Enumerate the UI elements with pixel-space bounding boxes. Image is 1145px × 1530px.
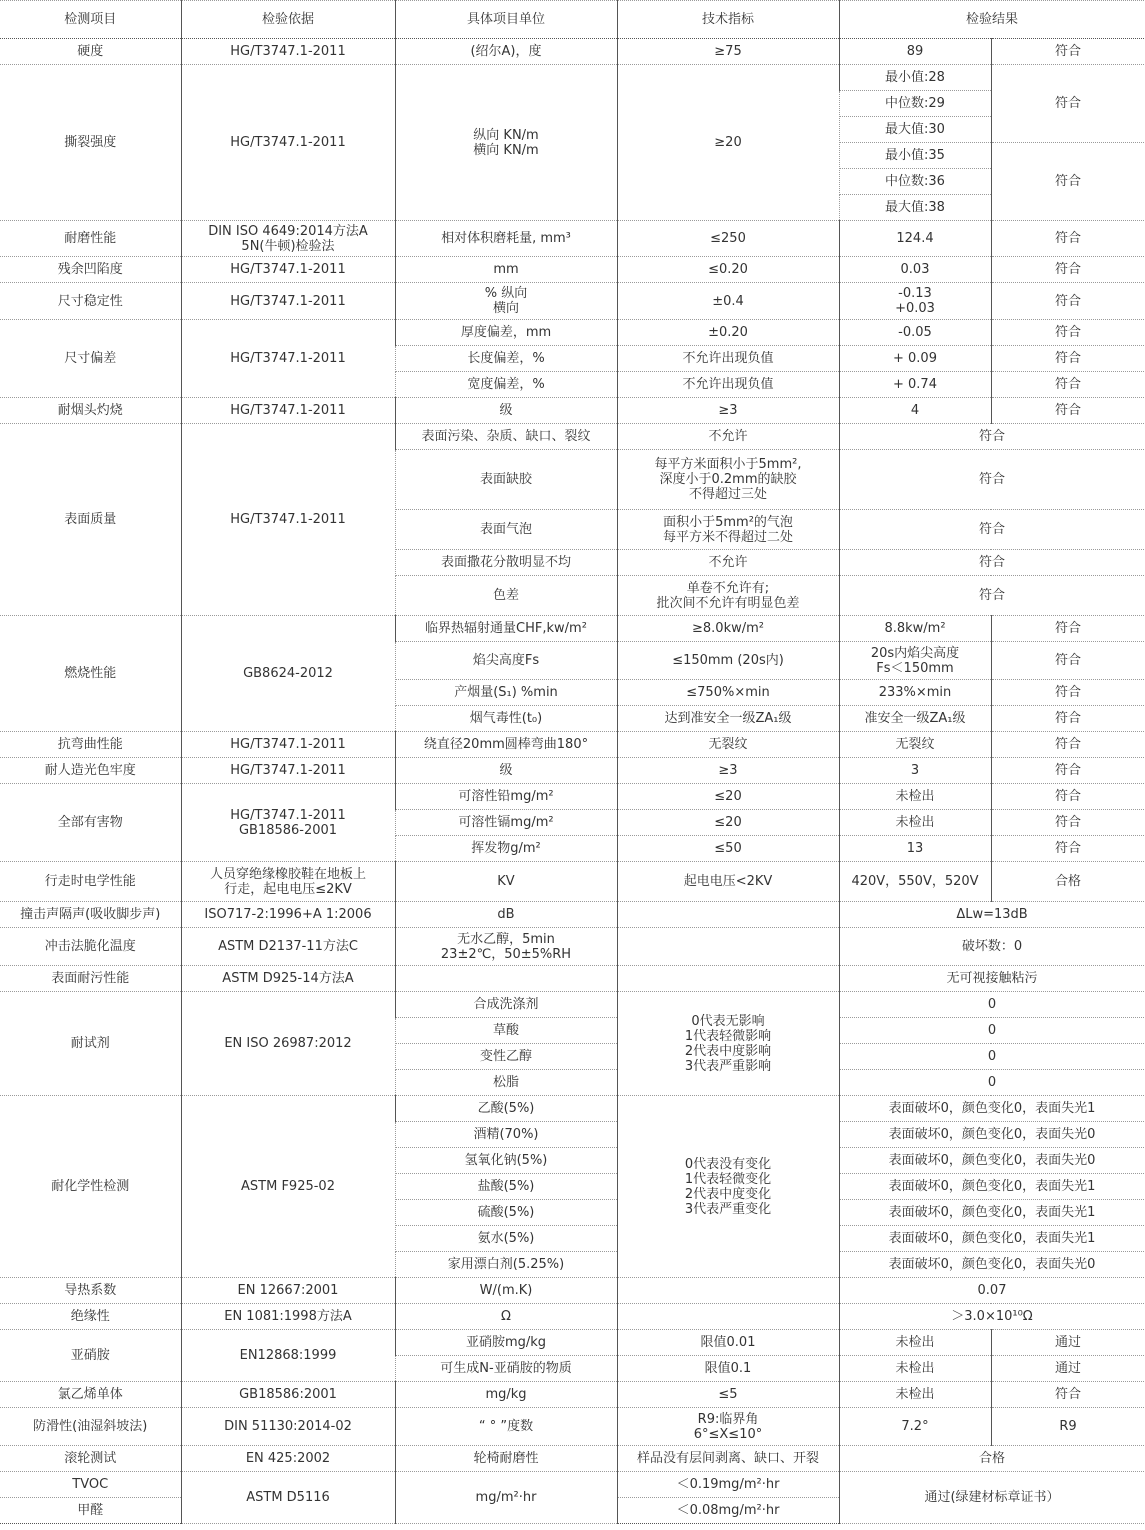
table-cell: 耐化学性检测: [0, 1096, 181, 1278]
table-cell: ≥3: [617, 398, 839, 424]
table-cell: 合成洗涤剂: [395, 992, 617, 1018]
table-cell: 每平方米面积小于5mm², 深度小于0.2mm的缺胶 不得超过三处: [617, 450, 839, 510]
table-cell: 轮椅耐磨性: [395, 1446, 617, 1472]
table-cell: ＜0.19mg/m²·hr: [617, 1472, 839, 1498]
table-cell: 7.2°: [839, 1408, 991, 1446]
table-cell: [617, 1278, 839, 1304]
table-cell: 中位数:36: [839, 169, 991, 195]
table-cell: 滚轮测试: [0, 1446, 181, 1472]
table-cell: HG/T3747.1-2011: [181, 257, 395, 283]
table-cell: ≥75: [617, 39, 839, 65]
table-cell: 符合: [839, 424, 1145, 450]
table-cell: EN12868:1999: [181, 1330, 395, 1382]
table-cell: 符合: [991, 143, 1145, 221]
table-cell: 不允许出现负值: [617, 346, 839, 372]
table-cell: GB18586:2001: [181, 1382, 395, 1408]
table-cell: HG/T3747.1-2011: [181, 398, 395, 424]
table-cell: 最大值:30: [839, 117, 991, 143]
table-cell: 产烟量(S₁) %min: [395, 680, 617, 706]
table-cell: 可溶性铅mg/m²: [395, 784, 617, 810]
table-cell: 限值0.1: [617, 1356, 839, 1382]
table-cell: 符合: [991, 784, 1145, 810]
table-cell: 符合: [991, 39, 1145, 65]
table-cell: 可生成N-亚硝胺的物质: [395, 1356, 617, 1382]
table-cell: 0代表没有变化 1代表轻微变化 2代表中度变化 3代表严重变化: [617, 1096, 839, 1278]
table-cell: 氢氧化钠(5%): [395, 1148, 617, 1174]
table-cell: 乙酸(5%): [395, 1096, 617, 1122]
table-cell: 符合: [991, 758, 1145, 784]
table-cell: 符合: [991, 836, 1145, 862]
table-cell: DIN ISO 4649:2014方法A 5N(牛顿)检验法: [181, 221, 395, 257]
table-cell: 烟气毒性(t₀): [395, 706, 617, 732]
table-cell: 未检出: [839, 1382, 991, 1408]
table-cell: 符合: [991, 680, 1145, 706]
table-cell: ≤250: [617, 221, 839, 257]
table-row: [0, 1278, 1145, 1304]
table-cell: 3: [839, 758, 991, 784]
table-cell: [617, 1304, 839, 1330]
table-cell: DIN 51130:2014-02: [181, 1408, 395, 1446]
table-cell: 89: [839, 39, 991, 65]
table-cell: 符合: [991, 221, 1145, 257]
table-cell: 耐磨性能: [0, 221, 181, 257]
table-cell: 样品没有层间剥离、缺口、开裂: [617, 1446, 839, 1472]
table-cell: ASTM D925-14方法A: [181, 966, 395, 992]
table-cell: 硫酸(5%): [395, 1200, 617, 1226]
table-cell: 0: [839, 992, 1145, 1018]
table-cell: 符合: [991, 398, 1145, 424]
table-cell: 相对体积磨耗量, mm³: [395, 221, 617, 257]
table-row: [0, 65, 1145, 91]
table-cell: TVOC: [0, 1472, 181, 1498]
table-cell: ≥8.0kw/m²: [617, 616, 839, 642]
table-row: [0, 39, 1145, 65]
table-cell: 色差: [395, 576, 617, 616]
table-cell: 全部有害物: [0, 784, 181, 862]
table-cell: 氯乙烯单体: [0, 1382, 181, 1408]
table-row: [0, 398, 1145, 424]
table-cell: 符合: [991, 706, 1145, 732]
table-row: [0, 732, 1145, 758]
table-cell: 表面破坏0，颜色变化0，表面失光0: [839, 1252, 1145, 1278]
table-cell: 符合: [839, 450, 1145, 510]
table-cell: ≤20: [617, 810, 839, 836]
table-cell: 撞击声隔声(吸收脚步声): [0, 902, 181, 928]
table-cell: HG/T3747.1-2011: [181, 758, 395, 784]
table-cell: 焰尖高度Fs: [395, 642, 617, 680]
table-cell: ASTM D2137-11方法C: [181, 928, 395, 966]
table-cell: 起电电压<2KV: [617, 862, 839, 902]
table-cell: [617, 928, 839, 966]
table-cell: W/(m.K): [395, 1278, 617, 1304]
table-cell: HG/T3747.1-2011: [181, 283, 395, 320]
table-body: [0, 39, 1145, 1524]
table-cell: HG/T3747.1-2011 GB18586-2001: [181, 784, 395, 862]
table-cell: 表面撒花分散明显不均: [395, 550, 617, 576]
table-cell: 0.03: [839, 257, 991, 283]
table-cell: 合格: [991, 862, 1145, 902]
table-row: [0, 283, 1145, 320]
table-cell: EN 1081:1998方法A: [181, 1304, 395, 1330]
table-cell: 符合: [991, 616, 1145, 642]
table-cell: 符合: [839, 510, 1145, 550]
table-cell: 符合: [839, 550, 1145, 576]
table-row: [0, 1382, 1145, 1408]
header-row: [0, 1, 1145, 39]
table-cell: -0.13 +0.03: [839, 283, 991, 320]
table-cell: 级: [395, 398, 617, 424]
table-cell: 符合: [991, 1382, 1145, 1408]
table-cell: 抗弯曲性能: [0, 732, 181, 758]
table-cell: 233%×min: [839, 680, 991, 706]
table-cell: 0: [839, 1070, 1145, 1096]
table-cell: 124.4: [839, 221, 991, 257]
table-cell: ＞3.0×10¹⁰Ω: [839, 1304, 1145, 1330]
table-cell: Ω: [395, 1304, 617, 1330]
table-cell: 冲击法脆化温度: [0, 928, 181, 966]
table-cell: 单卷不允许有; 批次间不允许有明显色差: [617, 576, 839, 616]
table-cell: 耐烟头灼烧: [0, 398, 181, 424]
table-row: [0, 221, 1145, 257]
table-cell: 可溶性镉mg/m²: [395, 810, 617, 836]
table-cell: 表面破坏0，颜色变化0，表面失光0: [839, 1148, 1145, 1174]
table-cell: 不允许出现负值: [617, 372, 839, 398]
table-cell: mg/kg: [395, 1382, 617, 1408]
table-row: [0, 928, 1145, 966]
table-cell: 松脂: [395, 1070, 617, 1096]
table-cell: KV: [395, 862, 617, 902]
table-cell: ISO717-2:1996+A 1:2006: [181, 902, 395, 928]
table-cell: 级: [395, 758, 617, 784]
table-cell: HG/T3747.1-2011: [181, 732, 395, 758]
table-cell: 人员穿绝缘橡胶鞋在地板上 行走，起电电压≤2KV: [181, 862, 395, 902]
table-cell: 厚度偏差，mm: [395, 320, 617, 346]
table-cell: 尺寸偏差: [0, 320, 181, 398]
table-cell: 防滑性(油湿斜坡法): [0, 1408, 181, 1446]
table-cell: 纵向 KN/m 横向 KN/m: [395, 65, 617, 221]
table-cell: 0.07: [839, 1278, 1145, 1304]
table-cell: 燃烧性能: [0, 616, 181, 732]
table-cell: 耐试剂: [0, 992, 181, 1096]
table-cell: 撕裂强度: [0, 65, 181, 221]
table-cell: EN 12667:2001: [181, 1278, 395, 1304]
table-cell: + 0.09: [839, 346, 991, 372]
table-cell: 长度偏差，%: [395, 346, 617, 372]
table-cell: 酒精(70%): [395, 1122, 617, 1148]
header-standard: 检验依据: [181, 1, 395, 39]
table-cell: 表面破坏0，颜色变化0，表面失光1: [839, 1174, 1145, 1200]
table-cell: 面积小于5mm²的气泡 每平方米不得超过二处: [617, 510, 839, 550]
table-cell: HG/T3747.1-2011: [181, 39, 395, 65]
table-cell: ≤750%×min: [617, 680, 839, 706]
table-cell: 最小值:28: [839, 65, 991, 91]
table-cell: 符合: [991, 642, 1145, 680]
table-cell: ΔLw=13dB: [839, 902, 1145, 928]
table-cell: EN 425:2002: [181, 1446, 395, 1472]
table-cell: mm: [395, 257, 617, 283]
table-cell: 表面破坏0，颜色变化0，表面失光1: [839, 1096, 1145, 1122]
table-row: [0, 1330, 1145, 1356]
table-cell: 不允许: [617, 424, 839, 450]
table-row: [0, 1446, 1145, 1472]
table-cell: 未检出: [839, 1356, 991, 1382]
table-row: [0, 1304, 1145, 1330]
table-cell: 符合: [991, 346, 1145, 372]
table-cell: 甲醛: [0, 1498, 181, 1524]
table-cell: 硬度: [0, 39, 181, 65]
table-cell: % 纵向 横向: [395, 283, 617, 320]
table-cell: ≤150mm (20s内): [617, 642, 839, 680]
table-cell: ≥20: [617, 65, 839, 221]
table-cell: 符合: [991, 810, 1145, 836]
table-cell: ≥3: [617, 758, 839, 784]
table-row: [0, 862, 1145, 902]
table-cell: EN ISO 26987:2012: [181, 992, 395, 1096]
table-cell: 0: [839, 1018, 1145, 1044]
table-cell: 绕直径20mm圆棒弯曲180°: [395, 732, 617, 758]
table-cell: [617, 966, 839, 992]
table-cell: 限值0.01: [617, 1330, 839, 1356]
table-cell: HG/T3747.1-2011: [181, 65, 395, 221]
table-row: [0, 424, 1145, 450]
table-cell: HG/T3747.1-2011: [181, 320, 395, 398]
table-cell: 最小值:35: [839, 143, 991, 169]
table-cell: 无裂纹: [839, 732, 991, 758]
table-cell: 挥发物g/m²: [395, 836, 617, 862]
table-cell: 0代表无影响 1代表轻微影响 2代表中度影响 3代表严重影响: [617, 992, 839, 1096]
table-cell: 绝缘性: [0, 1304, 181, 1330]
table-cell: [617, 902, 839, 928]
table-cell: GB8624-2012: [181, 616, 395, 732]
table-cell: 宽度偏差，%: [395, 372, 617, 398]
table-cell: 氨水(5%): [395, 1226, 617, 1252]
header-unit: 具体项目单位: [395, 1, 617, 39]
table-cell: (绍尔A)，度: [395, 39, 617, 65]
table-cell: 表面质量: [0, 424, 181, 616]
table-cell: ≤5: [617, 1382, 839, 1408]
table-row: [0, 257, 1145, 283]
table-cell: 表面耐污性能: [0, 966, 181, 992]
table-cell: 8.8kw/m²: [839, 616, 991, 642]
table-cell: 行走时电学性能: [0, 862, 181, 902]
table-cell: 通过: [991, 1330, 1145, 1356]
table-row: [0, 902, 1145, 928]
table-cell: 13: [839, 836, 991, 862]
table-cell: ASTM D5116: [181, 1472, 395, 1524]
table-cell: 表面缺胶: [395, 450, 617, 510]
table-cell: dB: [395, 902, 617, 928]
table-cell: 符合: [991, 283, 1145, 320]
header-result: 检验结果: [839, 1, 1145, 39]
table-cell: 通过: [991, 1356, 1145, 1382]
table-cell: 家用漂白剂(5.25%): [395, 1252, 617, 1278]
table-cell: ≤0.20: [617, 257, 839, 283]
table-row: [0, 784, 1145, 810]
table-cell: mg/m²·hr: [395, 1472, 617, 1524]
table-row: [0, 1408, 1145, 1446]
table-cell: ≤50: [617, 836, 839, 862]
table-cell: 20s内焰尖高度 Fs＜150mm: [839, 642, 991, 680]
table-cell: 准安全一级ZA₁级: [839, 706, 991, 732]
table-row: [0, 758, 1145, 784]
table-cell: 符合: [839, 576, 1145, 616]
table-row: [0, 320, 1145, 346]
table-row: [0, 966, 1145, 992]
table-cell: 表面破坏0，颜色变化0，表面失光1: [839, 1226, 1145, 1252]
table-cell: 临界热辐射通量CHF,kw/m²: [395, 616, 617, 642]
header-test-item: 检测项目: [0, 1, 181, 39]
table-cell: 残余凹陷度: [0, 257, 181, 283]
table-cell: 耐人造光色牢度: [0, 758, 181, 784]
table-cell: 420V，550V，520V: [839, 862, 991, 902]
table-cell: 尺寸稳定性: [0, 283, 181, 320]
table-cell: 无水乙醇，5min 23±2℃，50±5%RH: [395, 928, 617, 966]
table-cell: 变性乙醇: [395, 1044, 617, 1070]
table-cell: 表面气泡: [395, 510, 617, 550]
table-cell: 表面污染、杂质、缺口、裂纹: [395, 424, 617, 450]
table-cell: 合格: [839, 1446, 1145, 1472]
table-cell: 亚硝胺: [0, 1330, 181, 1382]
table-cell: “ ° ”度数: [395, 1408, 617, 1446]
table-cell: 最大值:38: [839, 195, 991, 221]
table-cell: 亚硝胺mg/kg: [395, 1330, 617, 1356]
header-spec: 技术指标: [617, 1, 839, 39]
table-row: [0, 1472, 1145, 1498]
table-cell: 未检出: [839, 1330, 991, 1356]
table-cell: 破坏数：0: [839, 928, 1145, 966]
table-cell: 导热系数: [0, 1278, 181, 1304]
table-row: [0, 992, 1145, 1018]
table-cell: -0.05: [839, 320, 991, 346]
table-cell: 符合: [991, 320, 1145, 346]
table-cell: R9: [991, 1408, 1145, 1446]
table-cell: 未检出: [839, 784, 991, 810]
table-cell: 符合: [991, 257, 1145, 283]
table-cell: 无可视接触粘污: [839, 966, 1145, 992]
table-cell: 符合: [991, 732, 1145, 758]
table-cell: 达到准安全一级ZA₁级: [617, 706, 839, 732]
table-cell: 0: [839, 1044, 1145, 1070]
table-cell: ±0.20: [617, 320, 839, 346]
table-row: [0, 1096, 1145, 1122]
table-cell: ASTM F925-02: [181, 1096, 395, 1278]
table-cell: 符合: [991, 65, 1145, 143]
table-cell: ≤20: [617, 784, 839, 810]
table-row: [0, 616, 1145, 642]
table-cell: HG/T3747.1-2011: [181, 424, 395, 616]
table-cell: 未检出: [839, 810, 991, 836]
table-cell: 不允许: [617, 550, 839, 576]
table-cell: 通过(绿建材标章证书）: [839, 1472, 1145, 1524]
table-cell: R9:临界角 6°≤X≤10°: [617, 1408, 839, 1446]
table-cell: + 0.74: [839, 372, 991, 398]
table-cell: [395, 966, 617, 992]
table-cell: 盐酸(5%): [395, 1174, 617, 1200]
table-cell: 符合: [991, 372, 1145, 398]
table-cell: ＜0.08mg/m²·hr: [617, 1498, 839, 1524]
table-cell: 中位数:29: [839, 91, 991, 117]
table-cell: 草酸: [395, 1018, 617, 1044]
table-cell: 表面破坏0，颜色变化0，表面失光1: [839, 1200, 1145, 1226]
table-cell: ±0.4: [617, 283, 839, 320]
table-cell: 表面破坏0，颜色变化0，表面失光0: [839, 1122, 1145, 1148]
table-cell: 无裂纹: [617, 732, 839, 758]
table-cell: 4: [839, 398, 991, 424]
